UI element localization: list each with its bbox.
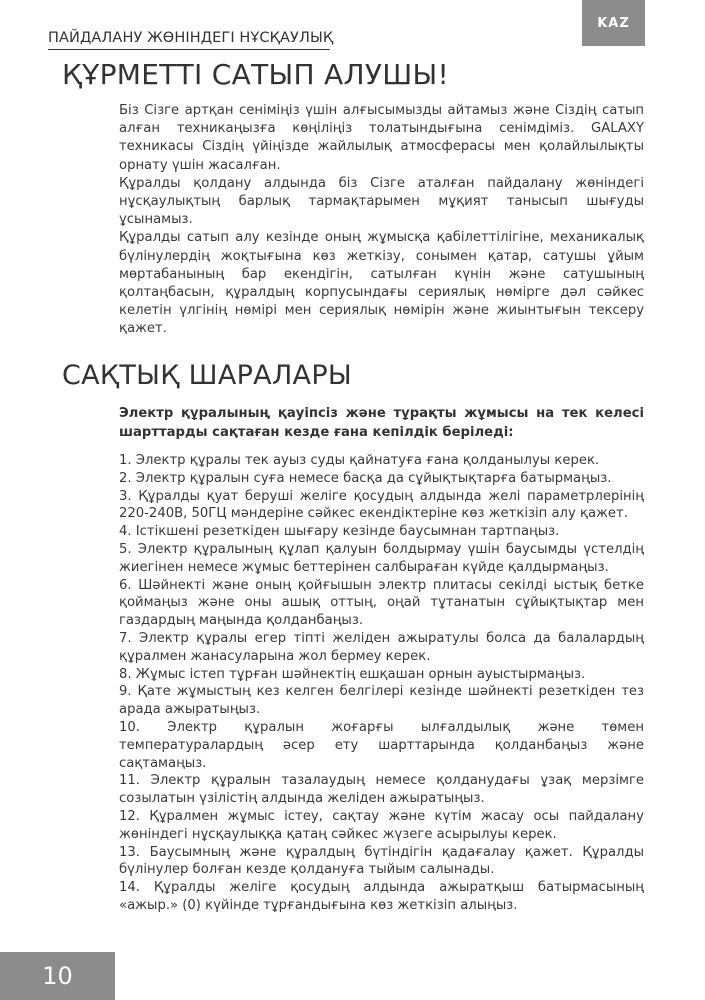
page-number: 10	[0, 952, 115, 1000]
list-item: 6. Шәйнекті және оның қойғышын электр плитасы секілді ыстық бетке қоймаңыз және оны ашық оттың, оңай тұтанатын сұйықтықтар мен газдардың маңында қолданбаңыз.	[119, 577, 644, 629]
paragraph: Құралды сатып алу кезінде оның жұмысқа қабілеттілігіне, механикалық бүлінулердің жоқтығына көз жеткізу, сонымен қатар, сатушы ұйым мөртабанының бар екендігін, сатылған күнін және сатушының қолтаңбасын, құралдың корпусындағы сериялық нөмірге дәл сәйкес келетін үлгінің нөмірі мен сериялық нөмірін және жиынтығын тексеру қажет.	[119, 230, 644, 337]
list-item: 14. Құралды желіге қосудың алдында ажыратқыш батырмасының «ажыр.» (0) күйінде тұрғандығына көз жеткізіп алыңыз.	[119, 880, 644, 913]
list-item: 12. Құралмен жұмыс істеу, сақтау және күтім жасау осы пайдалану жөніндегі нұсқаулыққа қатаң сәйкес жүзеге асырылуы керек.	[119, 808, 644, 842]
list-item: 4. Істікшені резеткіден шығару кезінде баусымнан тартпаңыз.	[119, 524, 560, 540]
section-title-safety: САҚТЫҚ ШАРАЛАРЫ	[62, 360, 353, 391]
paragraph: Біз Сізге артқан сеніміңіз үшін алғысымызды айтамыз және Сіздің сатып алған техникаңызға көңіліңіз толатындығына сенімдіміз. GALAXY техникасы Сіздің үйіңізде жайлылық атмосферасы мен қолайлылықты орнату үшін жасалған.	[119, 103, 644, 173]
list-item: 10. Электр құралын жоғарғы ылғалдылық және төмен температуралардың әсер ету шарттарында қолданбаңыз және сақтамаңыз.	[119, 719, 644, 771]
list-item: 11. Электр құралын тазалаудың немесе қолданудағы ұзақ мерзімге созылатын үзілістің алдында желіден ажыратыңыз.	[119, 773, 644, 807]
header-underline	[48, 49, 330, 50]
list-item: 13. Баусымның және құралдың бүтіндігін қадағалау қажет. Құралды бүлінулер болған кезде қолдануға тыйым салынады.	[119, 844, 644, 878]
safety-list	[119, 452, 644, 915]
intro-text	[119, 102, 644, 339]
list-item: 2. Электр құралын суға немесе басқа да сұйықтықтарға батырмаңыз.	[119, 470, 612, 486]
language-tab: KAZ	[582, 0, 645, 46]
list-item: 3. Құралды қуат беруші желіге қосудың алдында желі параметрлерінің 220-240В, 50ГЦ мәндеріне сәйкес екендіктеріне көз жеткізіп алу қажет.	[119, 488, 644, 522]
list-item: 1. Электр құралы тек ауыз суды қайнатуға ғана қолданылуы керек.	[119, 453, 600, 468]
safety-lead: Электр құралының қауіпсіз және тұрақты жұмысы на тек келесі шарттарды сақтаған кезде ғана кепілдік беріледі:	[119, 406, 644, 440]
list-item: 8. Жұмыс істеп тұрған шәйнектің ешқашан орнын ауыстырмаңыз.	[119, 666, 586, 682]
list-item: 9. Қате жұмыстың кез келген белгілері кезінде шәйнекті резеткіден тез арада ажыратыңыз.	[119, 684, 644, 718]
running-header: ПАЙДАЛАНУ ЖӨНІНДЕГІ НҰСҚАУЛЫҚ	[48, 30, 334, 46]
paragraph: Құралды қолдану алдында біз Сізге аталған пайдалану жөніндегі нұсқаулықтың барлық тармақтарымен мұқият танысып шығуды ұсынамыз.	[119, 175, 644, 228]
section-title-dear-buyer: ҚҰРМЕТТІ САТЫП АЛУШЫ!	[62, 58, 449, 91]
list-item: 7. Электр құралы егер тіпті желіден ажыратулы болса да балалардың құралмен жанасуларына жол бермеу керек.	[119, 630, 644, 664]
list-item: 5. Электр құралының құлап қалуын болдырмау үшін баусымды үстелдің жиегінен немесе жұмыс беттерінен салбыраған күйде қалдырмаңыз.	[119, 541, 644, 575]
